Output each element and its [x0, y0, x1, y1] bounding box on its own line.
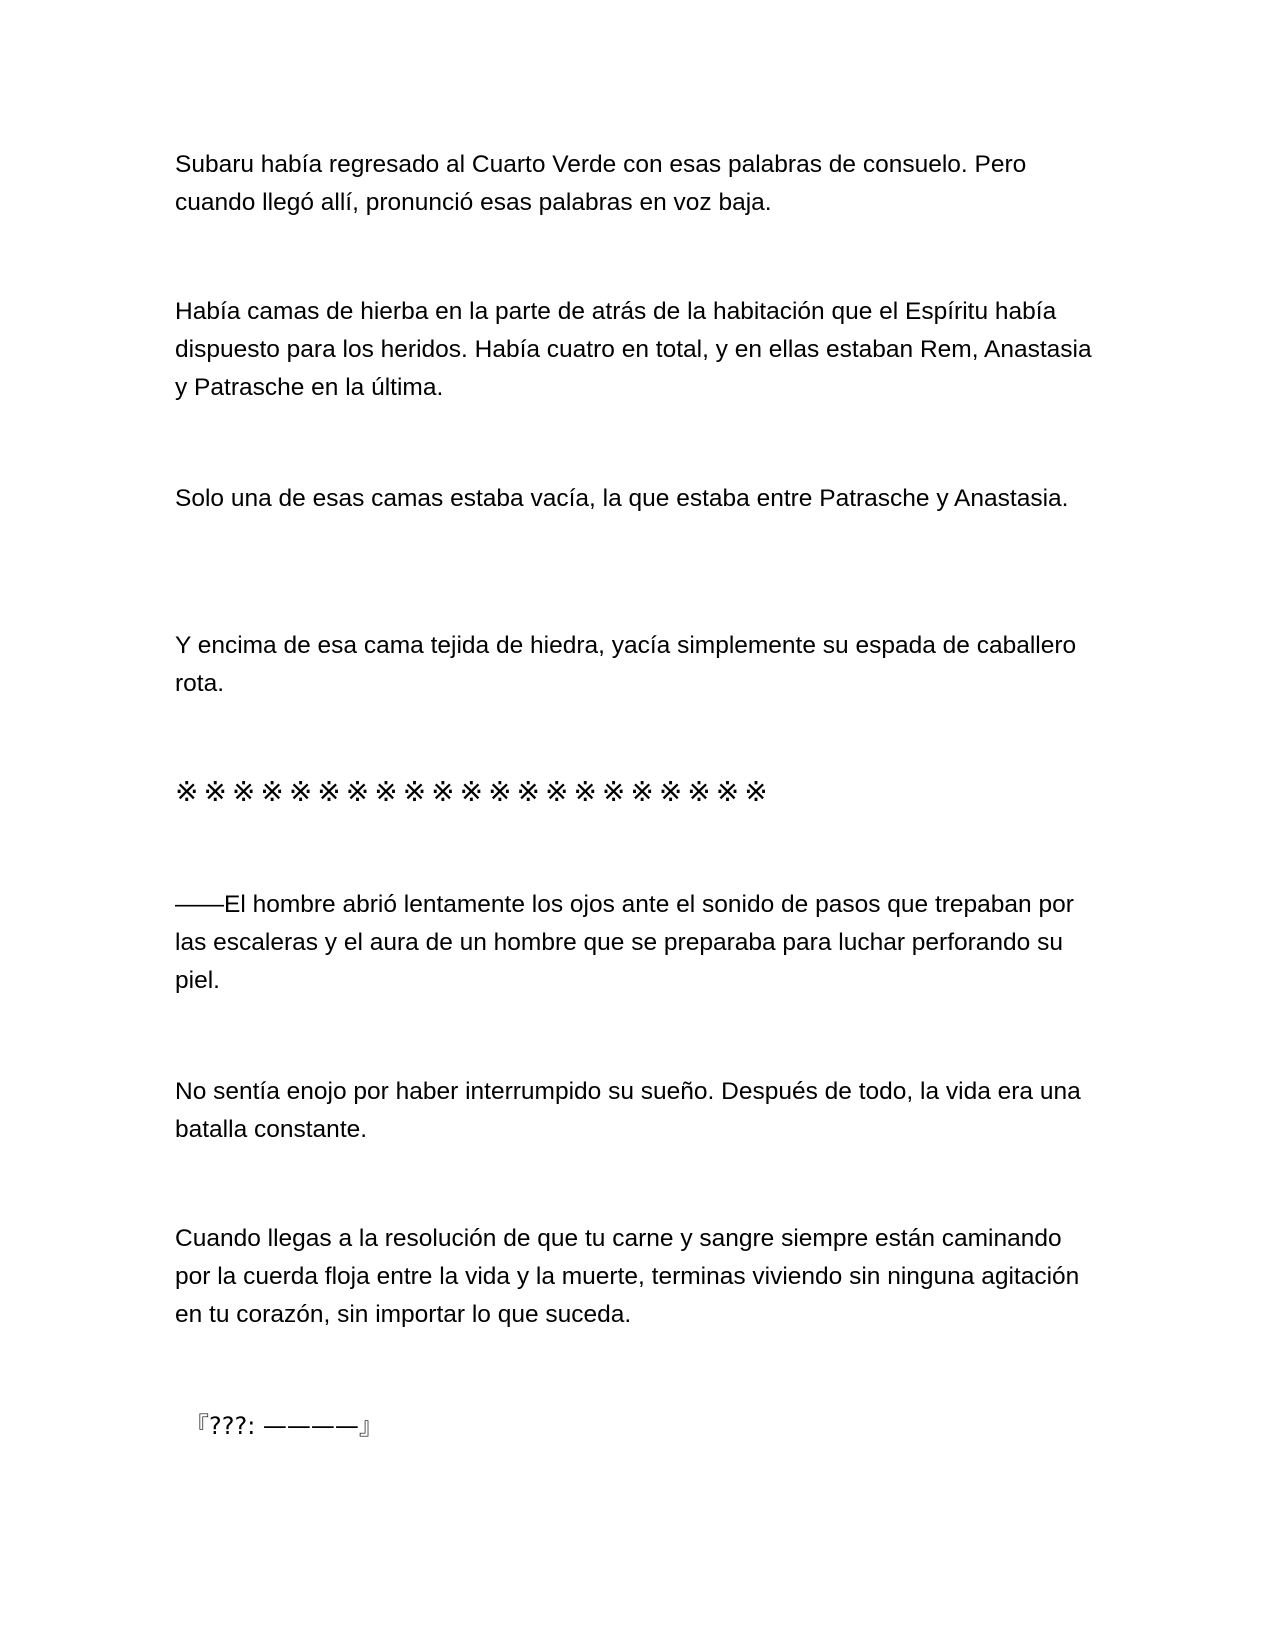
paragraph-grass-beds: Había camas de hierba en la parte de atrás de la habitación que el Espíritu había dispuesto para los heridos. Había cuatro en total, y en ellas estaban Rem, Anastasia y Patrasche en la última.	[175, 298, 1092, 401]
paragraph-broken-sword: Y encima de esa cama tejida de hiedra, yacía simplemente su espada de caballero rota.	[175, 632, 1077, 697]
section-separator: ※※※※※※※※※※※※※※※※※※※※※	[175, 775, 773, 808]
paragraph-no-anger: No sentía enojo por haber interrumpido su sueño. Después de todo, la vida era una batalla constante.	[175, 1078, 1081, 1143]
paragraph-subaru-returned: Subaru había regresado al Cuarto Verde con esas palabras de consuelo. Pero cuando llegó allí, pronunció esas palabras en voz baja.	[175, 151, 1027, 216]
paragraph-empty-bed: Solo una de esas camas estaba vacía, la que estaba entre Patrasche y Anastasia.	[175, 485, 1069, 512]
dialogue-line-unknown: 『???: ————』	[185, 1412, 383, 1440]
paragraph-resolution: Cuando llegas a la resolución de que tu carne y sangre siempre están caminando por la cuerda floja entre la vida y la muerte, terminas viviendo sin ninguna agitación en tu corazón, sin importar lo que suceda.	[175, 1225, 1080, 1328]
paragraph-man-opened-eyes: ——El hombre abrió lentamente los ojos ante el sonido de pasos que trepaban por las escaleras y el aura de un hombre que se preparaba para luchar perforando su piel.	[175, 891, 1074, 994]
